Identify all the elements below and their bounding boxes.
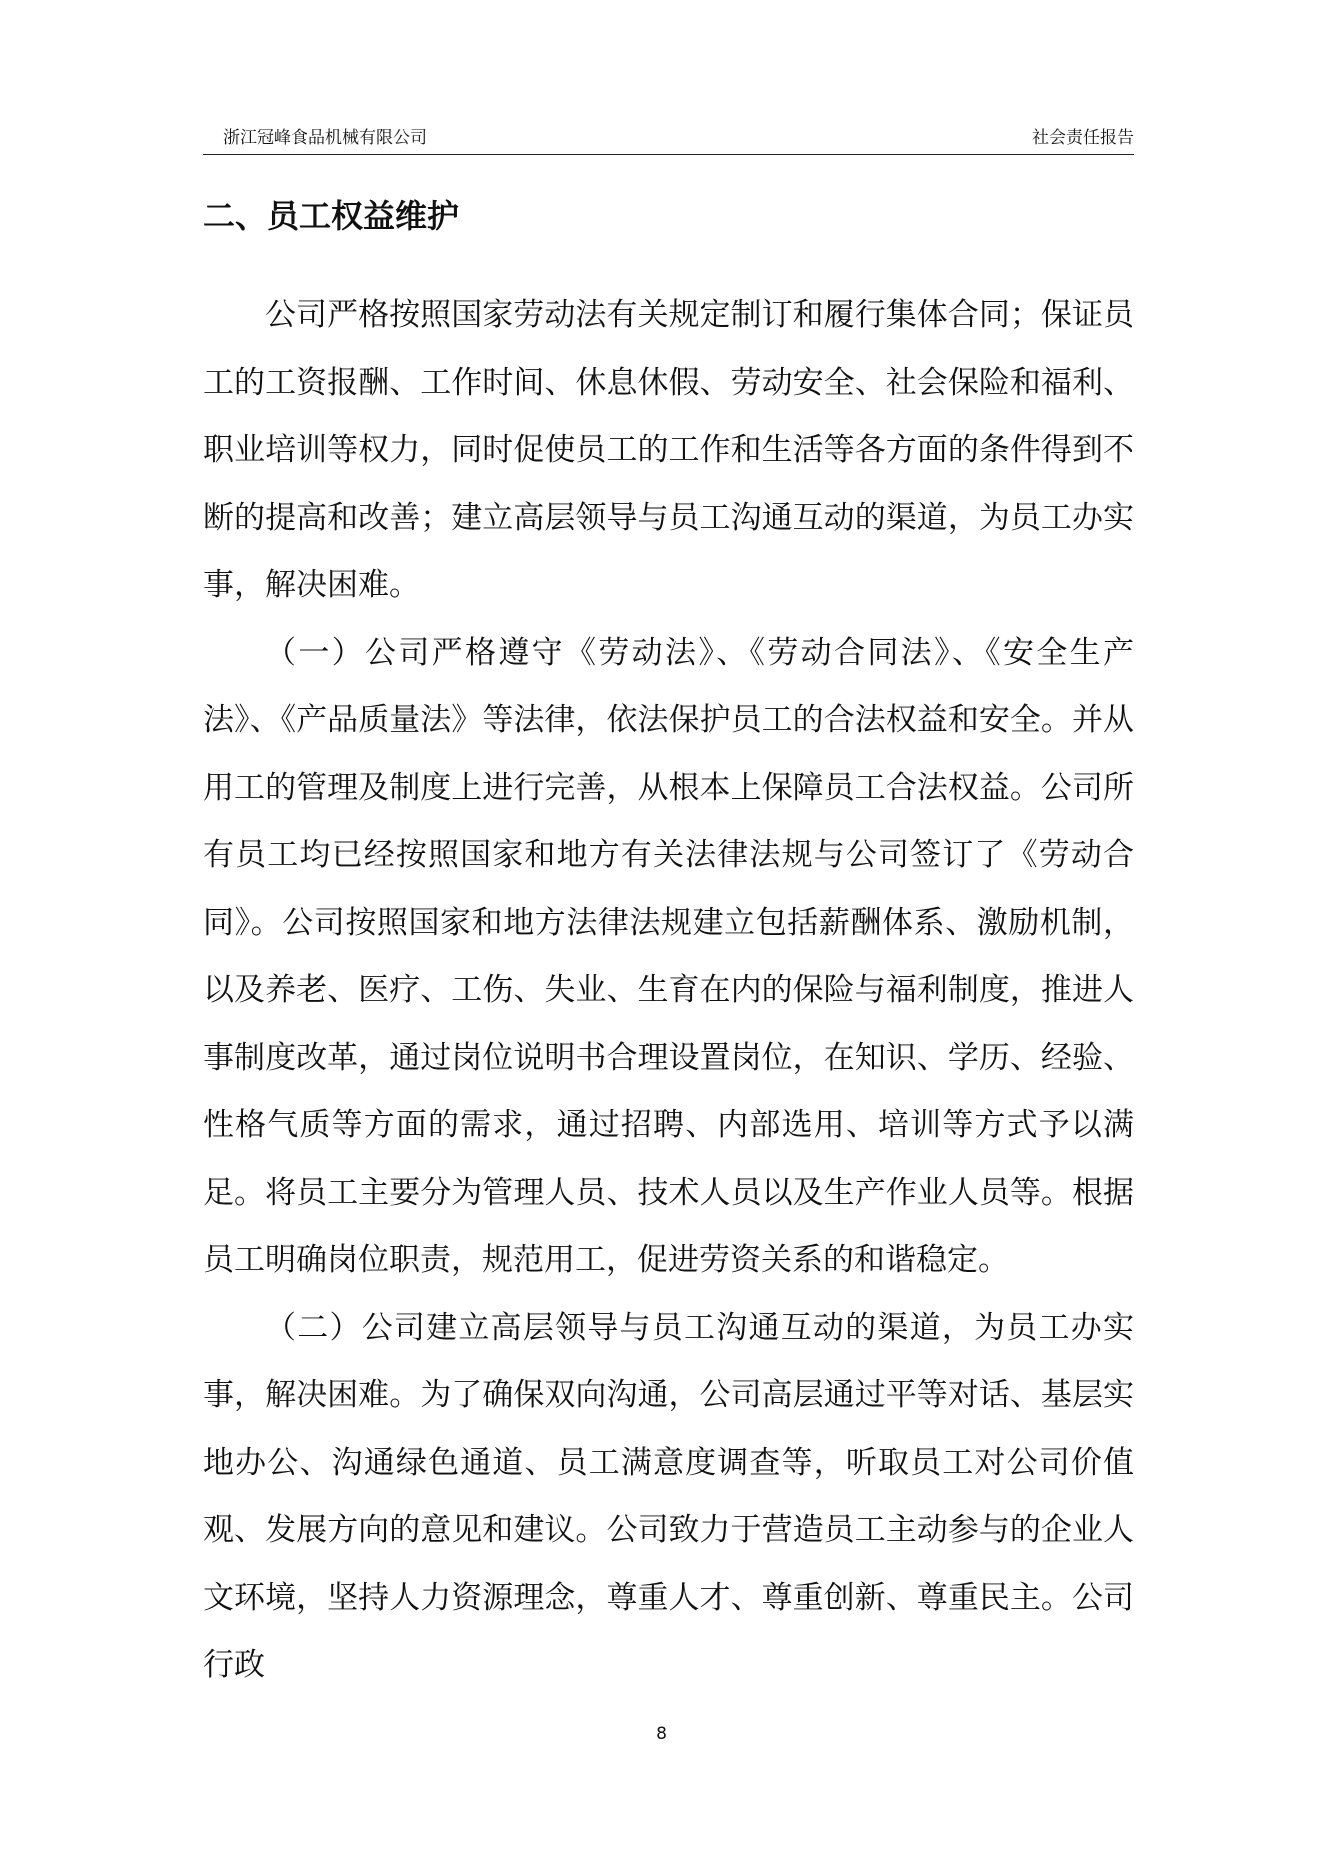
paragraph-item-2: （二）公司建立高层领导与员工沟通互动的渠道，为员工办实事，解决困难。为了确保双向沟通，公司高层通过平等对话、基层实地办公、沟通绿色通道、员工满意度调查等，听取员工对公司价值观、发展方向的意见和建议。公司致力于营造员工主动参与的企业人文环境，坚持人力资源理念，尊重人才、尊重创新、尊重民主。公司行政 (203, 1309, 1134, 1683)
section-heading: 二、员工权益维护 (203, 197, 460, 235)
page-number: 8 (656, 1724, 667, 1744)
header-report-title: 社会责任报告 (1032, 128, 1134, 148)
page-header (203, 122, 1134, 155)
header-company-name: 浙江冠峰食品机械有限公司 (223, 128, 427, 148)
paragraph-item-1: （一）公司严格遵守《劳动法》、《劳动合同法》、《安全生产法》、《产品质量法》等法律，依法保护员工的合法权益和安全。并从用工的管理及制度上进行完善，从根本上保障员工合法权益。公司所有员工均已经按照国家和地方有关法律法规与公司签订了《劳动合同》。公司按照国家和地方法律法规建立包括薪酬体系、激励机制，以及养老、医疗、工伤、失业、生育在内的保险与福利制度，推进人事制度改革，通过岗位说明书合理设置岗位，在知识、学历、经验、性格气质等方面的需求，通过招聘、内部选用、培训等方式予以满足。将员工主要分为管理人员、技术人员以及生产作业人员等。根据员工明确岗位职责，规范用工，促进劳资关系的和谐稳定。 (203, 634, 1134, 1278)
body-text (203, 282, 1134, 1700)
paragraph-intro: 公司严格按照国家劳动法有关规定制订和履行集体合同；保证员工的工资报酬、工作时间、休息休假、劳动安全、社会保险和福利、职业培训等权力，同时促使员工的工作和生活等各方面的条件得到不断的提高和改善；建立高层领导与员工沟通互动的渠道，为员工办实事，解决困难。 (203, 297, 1134, 603)
